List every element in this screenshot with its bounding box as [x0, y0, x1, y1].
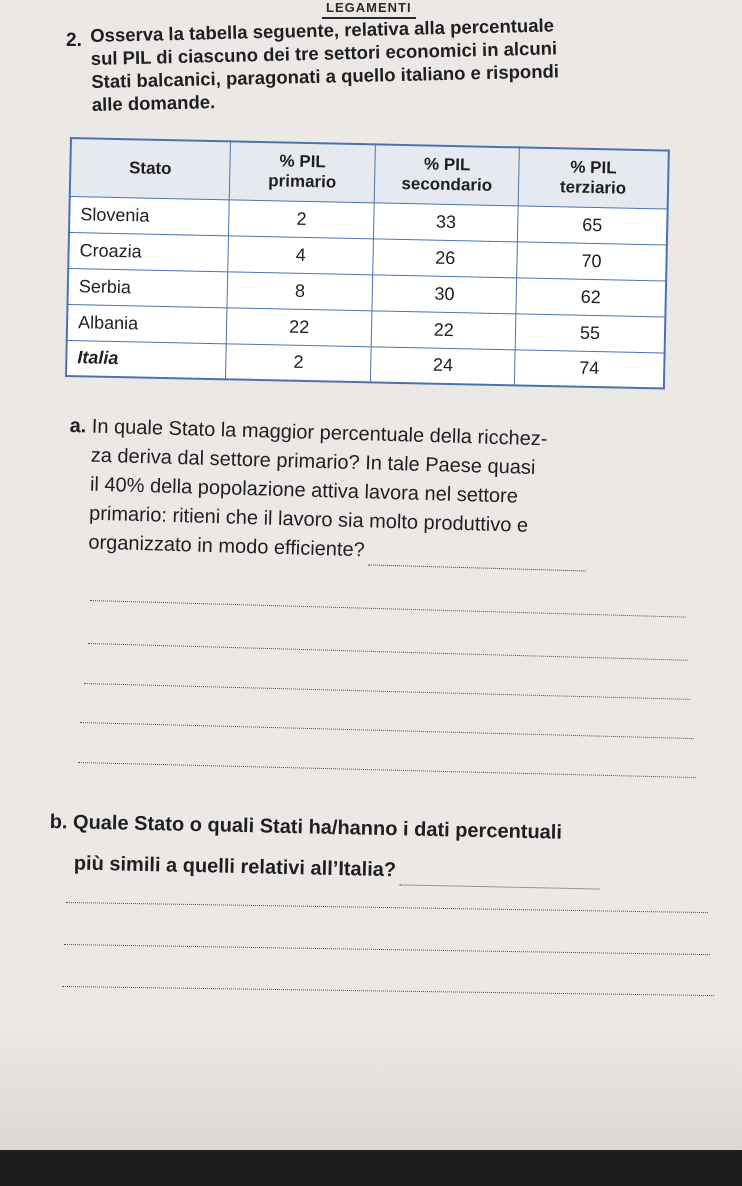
cell-stato: Serbia: [68, 268, 228, 307]
subquestion-a-line-3: il 40% della popolazione attiva lavora nel settore: [89, 473, 519, 508]
section-header: LEGAMENTI: [322, 0, 416, 19]
cell-primario: 2: [228, 199, 374, 238]
cell-secondario: 22: [372, 310, 516, 349]
cell-primario: 22: [226, 307, 372, 346]
subquestion-a-line-5: organizzato in modo efficiente?: [66, 528, 687, 574]
cell-terziario: 55: [515, 313, 665, 352]
answer-line[interactable]: [400, 867, 600, 889]
subquestion-b-line-2: più simili a quelli relativi all’Italia?: [49, 849, 709, 892]
answer-line[interactable]: [80, 722, 694, 739]
gdp-table-container: [65, 137, 670, 390]
cell-primario: 8: [227, 271, 373, 310]
cell-secondario: 24: [371, 346, 515, 385]
subquestion-a: [66, 412, 690, 574]
subquestion-letter: b.: [49, 810, 68, 834]
cell-stato: Croazia: [68, 232, 228, 271]
page-lower-area: [0, 1030, 742, 1150]
header-secondario: % PIL secondario: [375, 144, 520, 205]
cell-primario: 4: [228, 235, 374, 274]
subquestion-a-line-2: za deriva dal settore primario? In tale Paese quasi: [90, 444, 536, 480]
intro-line: sul PIL di ciascuno dei tre settori economici in alcuni: [90, 37, 558, 69]
answer-line[interactable]: [66, 902, 708, 913]
question-number: 2.: [66, 30, 82, 51]
background-surface: [0, 1150, 742, 1186]
cell-secondario: 33: [374, 202, 518, 241]
answer-line[interactable]: [62, 986, 714, 996]
cell-primario: 2: [225, 343, 371, 382]
subquestion-b: [49, 808, 710, 892]
cell-stato: Albania: [67, 304, 227, 343]
header-stato: Stato: [70, 138, 231, 199]
cell-stato: Slovenia: [69, 196, 229, 235]
header-terziario: % PIL terziario: [518, 147, 669, 208]
answer-line[interactable]: [90, 600, 686, 618]
intro-line: Osserva la tabella seguente, relativa alla percentuale: [90, 14, 555, 46]
answer-line[interactable]: [64, 944, 710, 955]
cell-terziario: 65: [517, 205, 667, 244]
cell-secondario: 30: [372, 274, 516, 313]
subquestion-b-line-1: b. Quale Stato o quali Stati ha/hanno i dati percentuali: [49, 810, 563, 844]
gdp-sector-table: [65, 137, 670, 390]
cell-terziario: 70: [517, 241, 667, 280]
intro-line: Stati balcanici, paragonati a quello italiano e rispondi: [91, 60, 560, 92]
cell-terziario: 62: [516, 277, 666, 316]
cell-secondario: 26: [373, 238, 517, 277]
answer-line[interactable]: [84, 683, 690, 700]
cell-terziario: 74: [514, 349, 664, 388]
subquestion-letter: a.: [69, 414, 87, 438]
answer-line[interactable]: [88, 643, 688, 661]
answer-line[interactable]: [78, 762, 696, 778]
subquestion-a-line-1: a. In quale Stato la maggior percentuale della ricchez-: [69, 414, 548, 451]
subquestion-a-line-4: primario: ritieni che il lavoro sia molto produttivo e: [88, 502, 529, 537]
intro-line: alle domande.: [91, 91, 216, 115]
cell-stato: Italia: [66, 340, 226, 379]
answer-line[interactable]: [368, 547, 586, 571]
question-intro: [90, 10, 692, 116]
header-primario: % PIL primario: [229, 141, 376, 202]
